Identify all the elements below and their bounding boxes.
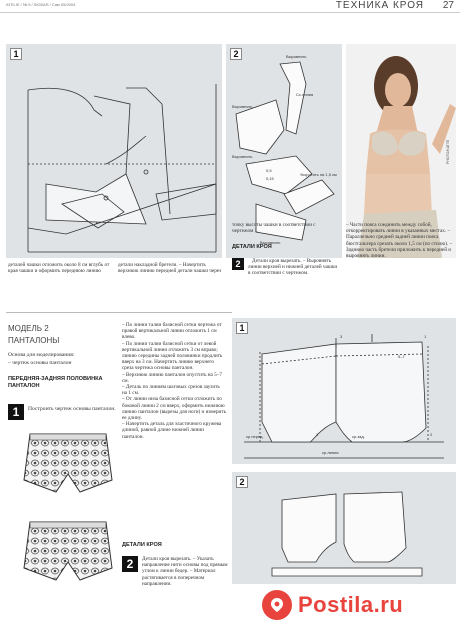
caption-panel1-right: детали накладной бретели. – Начертить верхнюю линию передней детали чашки через <box>118 262 222 275</box>
bra-text-col2: – Части пояса соединить между собой, откорректировать линии в указанных местах. – Параллельно средней задней линии пояса бюстгальтера срезать около 1,5 см (по стилю). – Заднюю часть бретели приложить к передней и выровнять линии. <box>346 222 453 260</box>
header-rule <box>0 12 460 13</box>
pin-icon <box>268 596 286 614</box>
instruction-5: – От линии низа базисной сетки отложить по боковой линии 2 см вверх, оформить нижнюю линию панталон (вырезы для ноги) и измерить ее длину. <box>122 396 226 422</box>
bra-draft-drawing <box>6 44 222 258</box>
step-badge: 2 <box>230 48 242 60</box>
label-3: 3 <box>340 334 343 339</box>
photo-credit: PHOTO/KATTE <box>446 139 450 164</box>
instructions-column <box>122 322 226 440</box>
label-mid-line: Сс.линия <box>296 92 314 97</box>
section-title: ТЕХНИКА КРОЯ <box>335 0 424 11</box>
label-5-7: 5–7 <box>398 354 405 359</box>
label-align-2: Выровнять <box>232 104 253 109</box>
header-info: ATELIE / № 9 / ЛЮБАЯ / Сам 05/2004 <box>6 2 76 7</box>
step1-badge: 1 <box>8 404 24 420</box>
panty-pieces-drawing <box>232 472 456 584</box>
shorts-illustration-back <box>20 516 116 590</box>
step-badge: 2 <box>236 476 248 488</box>
label-align-3: Выровнять <box>232 154 253 159</box>
basis-label: Основа для моделирования: <box>8 352 75 358</box>
instruction-1: – По линии талии базисной сетки чертежа от правой вертикальной линии отложить 1 см влево. <box>122 322 222 341</box>
model-title: МОДЕЛЬ 2 <box>8 324 49 333</box>
bra-details-heading: ДЕТАЛИ КРОЯ <box>232 244 272 250</box>
page-number: 27 <box>442 0 454 11</box>
label-05: 0,5 <box>266 168 272 173</box>
section-heading: ПЕРЕДНЯЯ-ЗАДНЯЯ ПОЛОВИНКА ПАНТАЛОН <box>8 376 103 389</box>
watermark <box>262 590 403 620</box>
model-subtitle: ПАНТАЛОНЫ <box>8 336 60 345</box>
caption-panel1-left: деталей чашки отложить около 8 см вглубь от края чашки и оформить переднюю линию <box>8 262 110 275</box>
step-badge: 1 <box>10 48 22 60</box>
watermark-logo-icon <box>262 590 292 620</box>
shorts-details-heading: ДЕТАЛИ КРОЯ <box>122 542 162 548</box>
instruction-3: – Верхнюю линию панталон опустить на 5–7 см. <box>122 371 222 384</box>
lace-shorts-front <box>20 428 116 502</box>
bra-step-badge: 2 <box>232 258 244 270</box>
bra-text-col1: точку высоты чашки в соответствии с чертежом 1. <box>232 222 316 235</box>
instruction-6: – Начертить деталь для эластичного кружева длиной, равной длине нижней линии панталон. <box>122 421 222 440</box>
lace-shorts-back <box>20 516 116 590</box>
label-015: 0,15 <box>266 176 274 181</box>
label-1b: 1 <box>316 432 319 437</box>
label-align-4: Выровнять <box>260 240 281 245</box>
shorts-step2-text: Детали кроя вырезать. – Указать направление нити основы под прямым углом к линии бедер. – Материал растягивается в поперечном направлении. <box>142 556 228 587</box>
shorts-illustration-front <box>20 428 116 502</box>
shorts-step2-badge: 2 <box>122 556 138 572</box>
step1-text: Построить чертеж основы панталон. <box>28 406 116 412</box>
basis-value: – чертеж основы панталон <box>8 360 72 366</box>
watermark-text: Postila.ru <box>298 592 404 617</box>
panel-bra-draft <box>6 44 222 258</box>
panel-panty-draft <box>232 318 456 464</box>
panel-panty-pieces <box>232 472 456 584</box>
divider <box>6 312 232 313</box>
label-front-center: ср.перед. <box>246 434 264 439</box>
instruction-4: – Деталь по линиям шаговых срезов заузить на 1 см. <box>122 384 220 397</box>
label-2: 2 <box>430 432 433 437</box>
label-back-center: ср.зад. <box>352 434 365 439</box>
step-badge: 1 <box>236 322 248 334</box>
instruction-2: – По линии талии базисной сетки от левой вертикальной линии отложить 3 см вправо; линию середины задней половинки продлить вверх на 3 см. Начертить линию верхнего среза чертежа основы панталон. <box>122 340 223 372</box>
label-1a: 1 <box>424 334 427 339</box>
label-mid: ср.линия <box>322 450 339 455</box>
label-align-1: Выровнять <box>286 54 307 59</box>
bra-text-col1b: Детали кроя вырезать. – Выровнять линии верхней и нижней деталей чашки в соответствии с чертежом. <box>248 258 338 277</box>
label-shorten: Укоротить на 1,5 см <box>300 172 337 177</box>
panty-draft-drawing <box>232 318 456 464</box>
